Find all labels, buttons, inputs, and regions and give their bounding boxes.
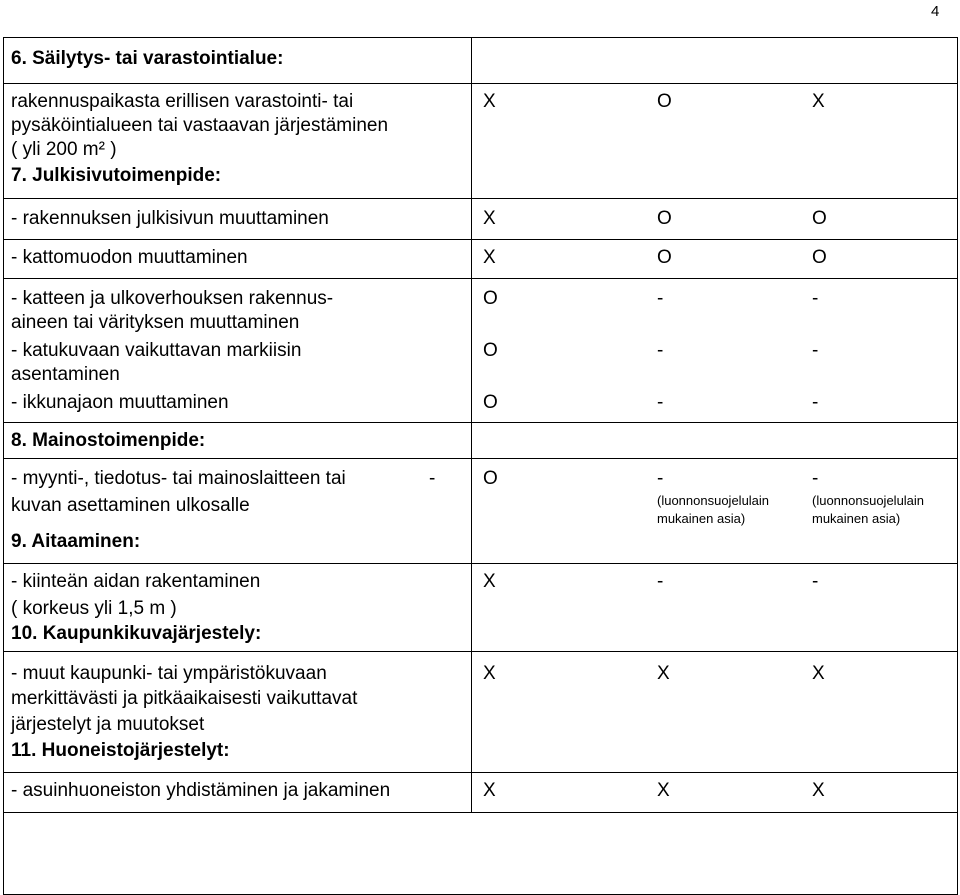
cell-value: -	[812, 392, 819, 413]
row-label-line: järjestelyt ja muutokset	[11, 714, 205, 735]
cell-value: -	[657, 571, 664, 592]
cell-value: -	[657, 392, 664, 413]
cell-value: X	[657, 780, 670, 801]
row-label-line: merkittävästi ja pitkäaikaisesti vaikuttavat	[11, 688, 358, 709]
cell-value: O	[812, 208, 827, 229]
cell-value: X	[812, 663, 825, 684]
section-11-heading: 11. Huoneistojärjestelyt:	[11, 740, 230, 761]
section-9-heading: 9. Aitaaminen:	[11, 531, 141, 552]
row-label-line: ( korkeus yli 1,5 m )	[11, 598, 177, 619]
cell-value: X	[483, 208, 496, 229]
row-label-line: - kiinteän aidan rakentaminen	[11, 571, 261, 592]
row-label-line: kuvan asettaminen ulkosalle	[11, 495, 250, 516]
row-label-line: - katukuvaan vaikuttavan markiisin	[11, 340, 302, 361]
cell-value: O	[812, 247, 827, 268]
cell-note: mukainen asia)	[812, 511, 901, 526]
section-10-heading: 10. Kaupunkikuvajärjestely:	[11, 623, 262, 644]
section-7-heading: 7. Julkisivutoimenpide:	[11, 165, 222, 186]
cell-value: -	[812, 468, 819, 489]
cell-value: -	[657, 288, 664, 309]
row-label-line: - muut kaupunki- tai ympäristökuvaan	[11, 663, 327, 684]
cell-value: -	[657, 468, 664, 489]
cell-value: O	[483, 340, 498, 361]
cell-value: X	[483, 571, 496, 592]
row-label-line: - katteen ja ulkoverhouksen rakennus-	[11, 288, 334, 309]
cell-value: X	[483, 247, 496, 268]
cell-value: X	[812, 91, 825, 112]
cell-value: -	[429, 468, 436, 489]
cell-value: O	[657, 247, 672, 268]
cell-value: X	[657, 663, 670, 684]
cell-value: X	[483, 663, 496, 684]
cell-value: X	[483, 780, 496, 801]
page-number: 4	[931, 3, 940, 20]
row-label-line: pysäköintialueen tai vastaavan järjestäminen	[11, 115, 389, 136]
row-label-line: - rakennuksen julkisivun muuttaminen	[11, 208, 329, 229]
cell-value: O	[483, 288, 498, 309]
cell-value: X	[483, 91, 496, 112]
cell-value: O	[483, 392, 498, 413]
cell-value: O	[657, 208, 672, 229]
cell-value: O	[483, 468, 498, 489]
cell-note: mukainen asia)	[657, 511, 746, 526]
row-label-line: asentaminen	[11, 364, 120, 385]
section-6-heading: 6. Säilytys- tai varastointialue:	[11, 48, 284, 69]
row-label-line: aineen tai värityksen muuttaminen	[11, 312, 300, 333]
row-label-line: - ikkunajaon muuttaminen	[11, 392, 229, 413]
cell-value: O	[657, 91, 672, 112]
section-8-heading: 8. Mainostoimenpide:	[11, 430, 206, 451]
cell-value: -	[812, 571, 819, 592]
row-label-line: - kattomuodon muuttaminen	[11, 247, 248, 268]
cell-value: -	[812, 340, 819, 361]
cell-value: X	[812, 780, 825, 801]
row-label-line: rakennuspaikasta erillisen varastointi- tai	[11, 91, 354, 112]
cell-value: -	[812, 288, 819, 309]
row-label-line: - myynti-, tiedotus- tai mainoslaitteen tai	[11, 468, 346, 489]
cell-note: (luonnonsuojelulain	[812, 493, 925, 508]
row-label-line: - asuinhuoneiston yhdistäminen ja jakaminen	[11, 780, 391, 801]
row-label-line: ( yli 200 m² )	[11, 139, 117, 160]
cell-note: (luonnonsuojelulain	[657, 493, 770, 508]
cell-value: -	[657, 340, 664, 361]
